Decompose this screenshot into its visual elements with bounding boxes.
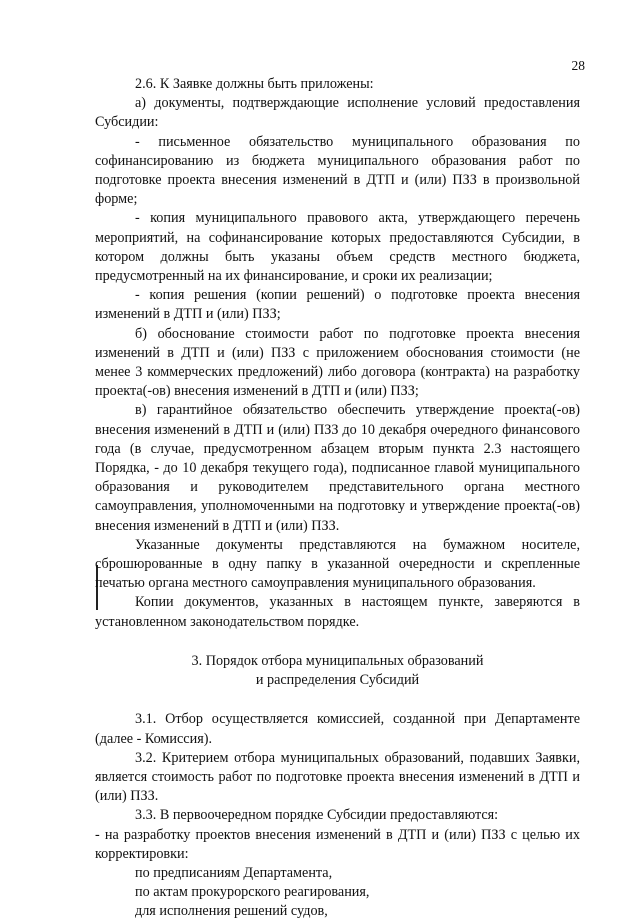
paragraph-2-6: 2.6. К Заявке должны быть приложены: [135, 76, 374, 92]
list-item-department-orders: по предписаниям Департамента, [135, 864, 333, 881]
paragraph-3-1: 3.1. Отбор осуществляется комиссией, созданной при Департаменте (далее - Комиссия). [95, 711, 580, 747]
section-3-heading-line1: 3. Порядок отбора муниципальных образований [191, 652, 484, 669]
paragraph-2-6-a: а) документы, подтверждающие исполнение условий предоставления Субсидии: [95, 95, 580, 131]
document-body [95, 75, 580, 922]
paragraph-legal-act-copy: - копия муниципального правового акта, утверждающего перечень мероприятий, на софинансирование которых предоставляются Субсидии, в котором должны быть указаны объем средств местного бюджета, предусмотренный на их финансирование, и сроки их реализации; [95, 210, 580, 285]
paragraph-3-3-development: - на разработку проектов внесения изменений в ДТП и (или) ПЗЗ с целью их корректировки: [95, 826, 580, 862]
paragraph-3-3: 3.3. В первоочередном порядке Субсидии предоставляются: [135, 807, 499, 824]
section-3-heading-line2: и распределения Субсидий [255, 672, 420, 689]
paragraph-2-6-v: в) гарантийное обязательство обеспечить утверждение проекта(-ов) внесения изменений в ДТП и (или) ПЗЗ до 10 декабря очередного финансового года (в случае, предусмотренном абзацем вторым пункта 2.3 настоящего Порядка, - до 10 декабря текущего года), подписанное главой муниципального образования и руководителем представительного органа местного самоуправления, уполномоченными на подготовку и утверждение проекта(-ов) внесения изменений в ДТП и (или) ПЗЗ. [95, 402, 580, 534]
paragraph-decision-copy: - копия решения (копии решений) о подготовке проекта внесения изменений в ДТП и (или) ПЗЗ; [95, 287, 580, 323]
page-number: 28 [571, 58, 585, 73]
paragraph-3-2: 3.2. Критерием отбора муниципальных образований, подавших Заявки, является стоимость работ по подготовке проекта внесения изменений в ДТП и (или) ПЗЗ. [95, 749, 580, 805]
paragraph-obligation: - письменное обязательство муниципального образования по софинансированию из бюджета муниципального образования работ по подготовке проекта внесения изменений в ДТП и (или) ПЗЗ в произвольной форме; [95, 133, 580, 208]
paragraph-documents-submission: Указанные документы представляются на бумажном носителе, сброшюрованные в одну папку в указанной очередности и скрепленные печатью органа местного самоуправления муниципального образования. [95, 536, 580, 592]
section-3-heading [95, 652, 580, 690]
paragraph-2-6-b: б) обоснование стоимости работ по подготовке проекта внесения изменений в ДТП и (или) ПЗЗ с приложением обоснования стоимости (не менее 3 коммерческих предложений) либо договора (контракта) на разработку проекта(-ов) внесения изменений в ДТП и (или) ПЗЗ; [95, 325, 580, 400]
list-item-court-decisions: для исполнения решений судов, [135, 903, 328, 920]
paragraph-copies-certification: Копии документов, указанных в настоящем пункте, заверяются в установленном законодательством порядке. [95, 594, 580, 630]
list-item-prosecutor-acts: по актам прокурорского реагирования, [135, 884, 370, 901]
